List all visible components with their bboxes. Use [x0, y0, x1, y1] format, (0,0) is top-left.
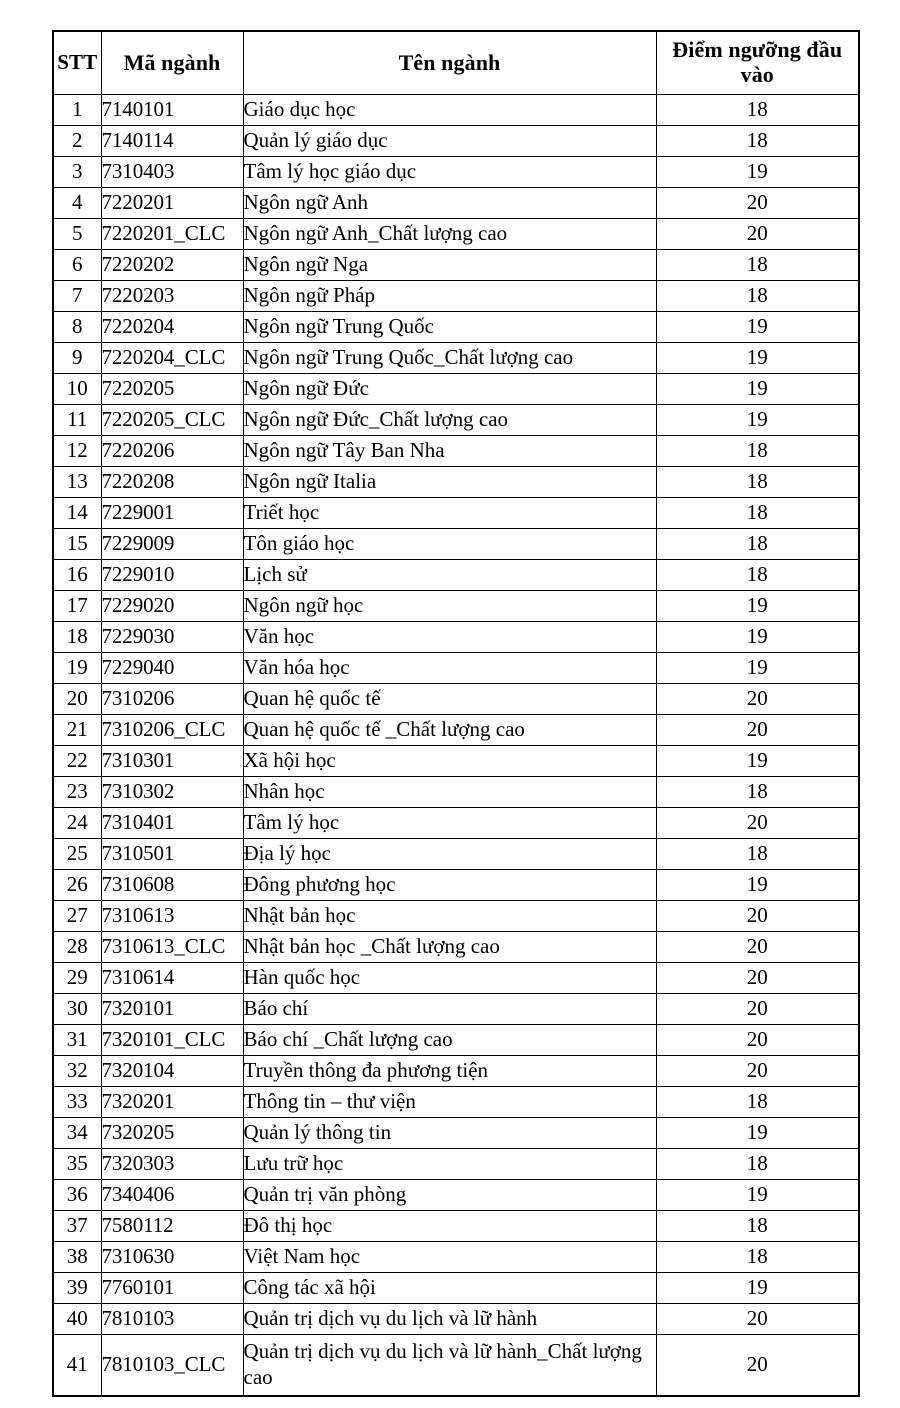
cell-diem: 20 — [656, 994, 859, 1025]
cell-ten-nganh: Văn hóa học — [243, 653, 656, 684]
table-row — [53, 250, 859, 281]
cell-ten-nganh: Nhân học — [243, 777, 656, 808]
cell-ma-nganh: 7220205 — [101, 374, 243, 405]
cell-diem: 19 — [656, 622, 859, 653]
cell-stt: 17 — [53, 591, 101, 622]
table-row — [53, 622, 859, 653]
cell-ma-nganh: 7580112 — [101, 1211, 243, 1242]
cell-diem: 18 — [656, 436, 859, 467]
cell-ma-nganh: 7310301 — [101, 746, 243, 777]
cell-diem: 18 — [656, 529, 859, 560]
cell-ma-nganh: 7810103 — [101, 1304, 243, 1335]
cell-diem: 20 — [656, 963, 859, 994]
table-row — [53, 1149, 859, 1180]
cell-stt: 12 — [53, 436, 101, 467]
table-row — [53, 219, 859, 250]
cell-ma-nganh: 7220205_CLC — [101, 405, 243, 436]
cell-stt: 34 — [53, 1118, 101, 1149]
cell-diem: 20 — [656, 808, 859, 839]
cell-ten-nganh: Ngôn ngữ Trung Quốc_Chất lượng cao — [243, 343, 656, 374]
cell-diem: 20 — [656, 1025, 859, 1056]
cell-stt: 16 — [53, 560, 101, 591]
cell-stt: 14 — [53, 498, 101, 529]
cell-ma-nganh: 7320201 — [101, 1087, 243, 1118]
cell-diem: 20 — [656, 715, 859, 746]
cell-diem: 18 — [656, 1211, 859, 1242]
cell-diem: 18 — [656, 1149, 859, 1180]
cell-ten-nganh: Nhật bản học — [243, 901, 656, 932]
column-header-ten-nganh: Tên ngành — [243, 31, 656, 95]
cell-stt: 28 — [53, 932, 101, 963]
cell-ten-nganh: Quản trị dịch vụ du lịch và lữ hành_Chất lượng cao — [243, 1335, 656, 1397]
table-row — [53, 1335, 859, 1397]
cell-ma-nganh: 7310501 — [101, 839, 243, 870]
cell-ma-nganh: 7220204_CLC — [101, 343, 243, 374]
cell-diem: 20 — [656, 1056, 859, 1087]
cell-diem: 18 — [656, 126, 859, 157]
cell-ten-nganh: Quản trị dịch vụ du lịch và lữ hành — [243, 1304, 656, 1335]
column-header-diem-line1: Điểm ngưỡng đầu — [672, 37, 843, 63]
cell-ma-nganh: 7220203 — [101, 281, 243, 312]
table-row — [53, 157, 859, 188]
cell-stt: 11 — [53, 405, 101, 436]
cell-stt: 10 — [53, 374, 101, 405]
cell-ten-nganh: Công tác xã hội — [243, 1273, 656, 1304]
cell-stt: 29 — [53, 963, 101, 994]
table-row — [53, 932, 859, 963]
cell-diem: 19 — [656, 591, 859, 622]
table-row — [53, 343, 859, 374]
table-row — [53, 1087, 859, 1118]
table-row — [53, 1304, 859, 1335]
cell-ten-nganh: Việt Nam học — [243, 1242, 656, 1273]
cell-stt: 40 — [53, 1304, 101, 1335]
cell-stt: 9 — [53, 343, 101, 374]
table-row — [53, 1180, 859, 1211]
cell-ma-nganh: 7220201 — [101, 188, 243, 219]
table-row — [53, 994, 859, 1025]
cell-diem: 20 — [656, 901, 859, 932]
cell-ma-nganh: 7340406 — [101, 1180, 243, 1211]
cell-ten-nganh: Ngôn ngữ Anh — [243, 188, 656, 219]
cell-ma-nganh: 7310630 — [101, 1242, 243, 1273]
table-row — [53, 777, 859, 808]
cell-ma-nganh: 7320205 — [101, 1118, 243, 1149]
cell-diem: 19 — [656, 1118, 859, 1149]
cell-diem: 20 — [656, 219, 859, 250]
cell-ten-nganh: Quan hệ quốc tế _Chất lượng cao — [243, 715, 656, 746]
column-header-diem-nguong — [656, 31, 859, 95]
cell-ma-nganh: 7220204 — [101, 312, 243, 343]
cell-stt: 5 — [53, 219, 101, 250]
cell-diem: 19 — [656, 343, 859, 374]
table-row — [53, 405, 859, 436]
cell-ma-nganh: 7310613_CLC — [101, 932, 243, 963]
cell-ten-nganh: Văn học — [243, 622, 656, 653]
table-row — [53, 746, 859, 777]
cell-diem: 20 — [656, 1304, 859, 1335]
table-row — [53, 870, 859, 901]
cell-ma-nganh: 7760101 — [101, 1273, 243, 1304]
table-row — [53, 591, 859, 622]
cell-ma-nganh: 7140114 — [101, 126, 243, 157]
cell-ten-nganh: Ngôn ngữ Đức — [243, 374, 656, 405]
cell-ma-nganh: 7310613 — [101, 901, 243, 932]
column-header-diem-line2: vào — [740, 62, 774, 87]
table-body — [53, 95, 859, 1397]
table-row — [53, 95, 859, 126]
cell-stt: 39 — [53, 1273, 101, 1304]
cell-ma-nganh: 7310401 — [101, 808, 243, 839]
cell-diem: 19 — [656, 157, 859, 188]
cell-ten-nganh: Lưu trữ học — [243, 1149, 656, 1180]
table-row — [53, 839, 859, 870]
cell-ten-nganh: Thông tin – thư viện — [243, 1087, 656, 1118]
cell-ma-nganh: 7229020 — [101, 591, 243, 622]
cell-ten-nganh: Báo chí — [243, 994, 656, 1025]
cell-stt: 1 — [53, 95, 101, 126]
cell-ten-nganh: Ngôn ngữ học — [243, 591, 656, 622]
table-row — [53, 188, 859, 219]
cell-stt: 4 — [53, 188, 101, 219]
cell-ma-nganh: 7320104 — [101, 1056, 243, 1087]
cell-ma-nganh: 7320101_CLC — [101, 1025, 243, 1056]
table-row — [53, 1273, 859, 1304]
cell-ma-nganh: 7310608 — [101, 870, 243, 901]
cell-stt: 7 — [53, 281, 101, 312]
table-row — [53, 1025, 859, 1056]
cell-ma-nganh: 7320303 — [101, 1149, 243, 1180]
cell-diem: 18 — [656, 560, 859, 591]
cell-diem: 20 — [656, 684, 859, 715]
cell-stt: 21 — [53, 715, 101, 746]
cell-ma-nganh: 7220206 — [101, 436, 243, 467]
cell-stt: 33 — [53, 1087, 101, 1118]
table-row — [53, 684, 859, 715]
cell-ten-nganh: Xã hội học — [243, 746, 656, 777]
cell-diem: 19 — [656, 653, 859, 684]
cell-ten-nganh: Nhật bản học _Chất lượng cao — [243, 932, 656, 963]
cell-diem: 19 — [656, 405, 859, 436]
cell-ten-nganh: Truyền thông đa phương tiện — [243, 1056, 656, 1087]
cell-diem: 19 — [656, 746, 859, 777]
cell-ma-nganh: 7229030 — [101, 622, 243, 653]
cell-ten-nganh: Tâm lý học giáo dục — [243, 157, 656, 188]
cell-ma-nganh: 7810103_CLC — [101, 1335, 243, 1397]
cell-stt: 41 — [53, 1335, 101, 1397]
column-header-ma-nganh: Mã ngành — [101, 31, 243, 95]
cell-diem: 18 — [656, 250, 859, 281]
cell-stt: 19 — [53, 653, 101, 684]
cell-ma-nganh: 7229040 — [101, 653, 243, 684]
cell-ten-nganh: Báo chí _Chất lượng cao — [243, 1025, 656, 1056]
cell-ten-nganh: Lịch sử — [243, 560, 656, 591]
cell-diem: 19 — [656, 374, 859, 405]
cell-ten-nganh: Quan hệ quốc tế — [243, 684, 656, 715]
cell-stt: 2 — [53, 126, 101, 157]
cell-ma-nganh: 7320101 — [101, 994, 243, 1025]
table-row — [53, 374, 859, 405]
cell-stt: 20 — [53, 684, 101, 715]
cell-ten-nganh: Ngôn ngữ Anh_Chất lượng cao — [243, 219, 656, 250]
table-row — [53, 312, 859, 343]
cell-diem: 18 — [656, 95, 859, 126]
cell-ma-nganh: 7310206 — [101, 684, 243, 715]
cell-stt: 35 — [53, 1149, 101, 1180]
cell-stt: 37 — [53, 1211, 101, 1242]
cell-stt: 23 — [53, 777, 101, 808]
table-row — [53, 467, 859, 498]
cell-ma-nganh: 7310206_CLC — [101, 715, 243, 746]
table-row — [53, 808, 859, 839]
cell-stt: 36 — [53, 1180, 101, 1211]
cell-ma-nganh: 7229009 — [101, 529, 243, 560]
cell-ten-nganh: Đông phương học — [243, 870, 656, 901]
cell-ma-nganh: 7229001 — [101, 498, 243, 529]
table-header — [53, 31, 859, 95]
cell-stt: 13 — [53, 467, 101, 498]
cell-ma-nganh: 7220208 — [101, 467, 243, 498]
cell-stt: 3 — [53, 157, 101, 188]
cell-diem: 20 — [656, 188, 859, 219]
table-row — [53, 963, 859, 994]
cell-ten-nganh: Tôn giáo học — [243, 529, 656, 560]
cell-ma-nganh: 7310403 — [101, 157, 243, 188]
cell-diem: 18 — [656, 839, 859, 870]
cell-stt: 26 — [53, 870, 101, 901]
cell-diem: 20 — [656, 1335, 859, 1397]
cell-diem: 20 — [656, 932, 859, 963]
cell-diem: 19 — [656, 312, 859, 343]
cell-ten-nganh: Ngôn ngữ Nga — [243, 250, 656, 281]
cell-diem: 19 — [656, 870, 859, 901]
table-row — [53, 653, 859, 684]
table-row — [53, 715, 859, 746]
cell-diem: 18 — [656, 281, 859, 312]
table-row — [53, 560, 859, 591]
cell-ten-nganh: Tâm lý học — [243, 808, 656, 839]
cell-diem: 18 — [656, 1242, 859, 1273]
cell-ten-nganh: Triết học — [243, 498, 656, 529]
cell-ten-nganh: Quản trị văn phòng — [243, 1180, 656, 1211]
cell-diem: 19 — [656, 1180, 859, 1211]
cell-diem: 18 — [656, 1087, 859, 1118]
column-header-stt: STT — [53, 31, 101, 95]
cell-ma-nganh: 7229010 — [101, 560, 243, 591]
cell-ten-nganh: Địa lý học — [243, 839, 656, 870]
cell-ma-nganh: 7220202 — [101, 250, 243, 281]
cell-stt: 30 — [53, 994, 101, 1025]
cell-diem: 18 — [656, 498, 859, 529]
score-table-container — [52, 30, 858, 1397]
cell-ten-nganh: Giáo dục học — [243, 95, 656, 126]
table-row — [53, 436, 859, 467]
cell-ten-nganh: Ngôn ngữ Pháp — [243, 281, 656, 312]
cell-ten-nganh: Quản lý giáo dục — [243, 126, 656, 157]
cell-stt: 18 — [53, 622, 101, 653]
cell-ma-nganh: 7220201_CLC — [101, 219, 243, 250]
table-row — [53, 901, 859, 932]
table-row — [53, 126, 859, 157]
table-row — [53, 529, 859, 560]
cell-ten-nganh: Đô thị học — [243, 1211, 656, 1242]
cell-stt: 38 — [53, 1242, 101, 1273]
cell-ma-nganh: 7140101 — [101, 95, 243, 126]
cell-ma-nganh: 7310302 — [101, 777, 243, 808]
table-row — [53, 1056, 859, 1087]
table-row — [53, 1211, 859, 1242]
cell-diem: 19 — [656, 1273, 859, 1304]
cell-stt: 15 — [53, 529, 101, 560]
admission-threshold-table — [52, 30, 860, 1397]
cell-ten-nganh: Hàn quốc học — [243, 963, 656, 994]
cell-ten-nganh: Ngôn ngữ Đức_Chất lượng cao — [243, 405, 656, 436]
cell-ten-nganh: Ngôn ngữ Italia — [243, 467, 656, 498]
cell-diem: 18 — [656, 467, 859, 498]
cell-stt: 6 — [53, 250, 101, 281]
cell-diem: 18 — [656, 777, 859, 808]
table-row — [53, 1242, 859, 1273]
cell-stt: 22 — [53, 746, 101, 777]
cell-ma-nganh: 7310614 — [101, 963, 243, 994]
table-row — [53, 1118, 859, 1149]
cell-stt: 25 — [53, 839, 101, 870]
cell-ten-nganh: Ngôn ngữ Trung Quốc — [243, 312, 656, 343]
cell-ten-nganh: Quản lý thông tin — [243, 1118, 656, 1149]
cell-stt: 32 — [53, 1056, 101, 1087]
table-header-row — [53, 31, 859, 95]
cell-ten-nganh: Ngôn ngữ Tây Ban Nha — [243, 436, 656, 467]
cell-stt: 8 — [53, 312, 101, 343]
cell-stt: 31 — [53, 1025, 101, 1056]
table-row — [53, 498, 859, 529]
cell-stt: 24 — [53, 808, 101, 839]
cell-stt: 27 — [53, 901, 101, 932]
table-row — [53, 281, 859, 312]
